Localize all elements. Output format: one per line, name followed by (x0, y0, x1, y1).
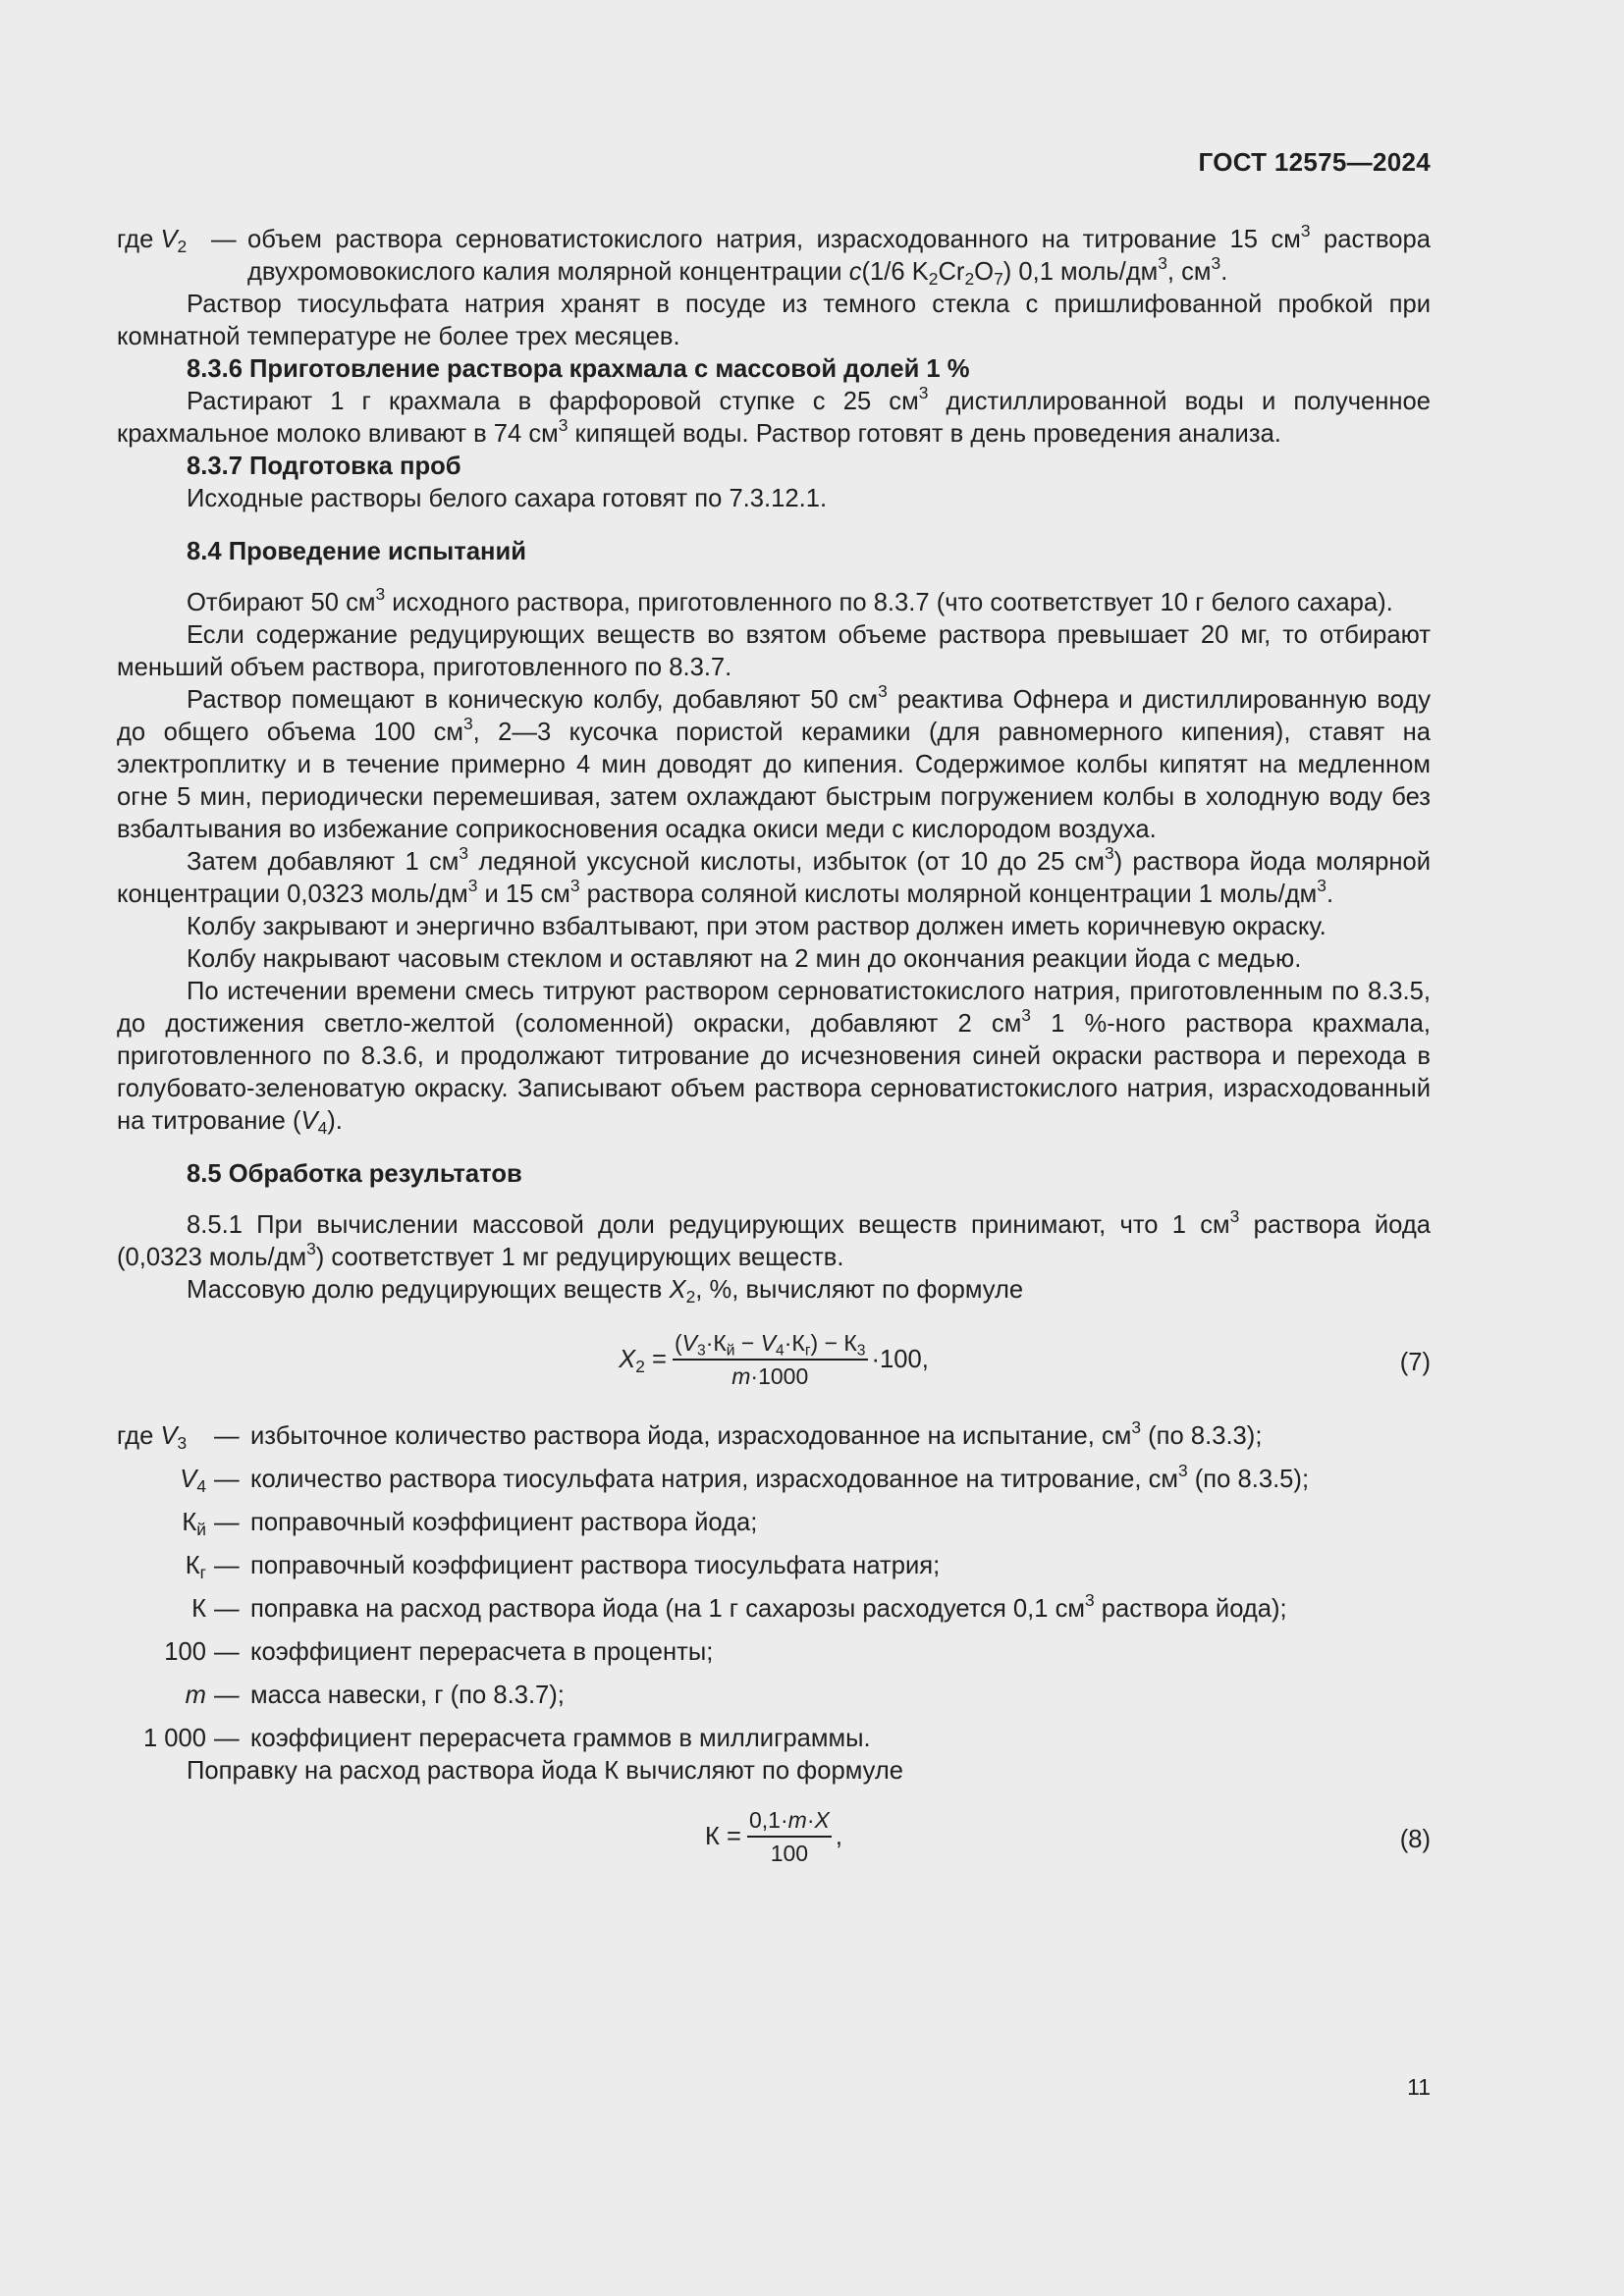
definition-row (117, 1507, 1431, 1539)
paragraph-8-4-6: Колбу накрывают часовым стеклом и оставляют на 2 мин до окончания реакции йода с медью. (187, 945, 1302, 973)
paragraph-correction: Поправку на расход раствора йода К вычисляют по формуле (187, 1757, 903, 1785)
paragraph-8-5-2: Массовую долю редуцирующих веществ $X_2$, %, вычисляют по формуле (187, 1276, 1024, 1308)
definition-text: избыточное количество раствора йода, израсходованное на испытание, $см^3$ (по 8.3.3); (250, 1417, 1263, 1450)
definition-term: 1 000 (142, 1725, 206, 1752)
heading-8-3-6: 8.3.6 Приготовление раствора крахмала с массовой долей 1 % (187, 355, 970, 383)
formula-7-tail: ·100, (871, 1345, 929, 1373)
formula-7-fraction (673, 1328, 868, 1391)
formula-7-numerator: $(V_3\cdot К_й - V_4\cdot К_г) - К_3$ (674, 1330, 866, 1360)
definition-row (117, 1461, 1431, 1497)
definition-row (117, 1550, 1431, 1582)
definition-text: объем раствора серноватистокислого натрия, израсходованного на титрование 15 $см^3$ раствора двухромовокислого калия молярной концентрации c(1/6 $K_2Cr_2O_7$) 0,1 моль/$дм^3$, $см^3$. (247, 221, 1431, 290)
definition-dash: — (214, 1552, 246, 1579)
paragraph-8-4-3: Раствор помещают в коническую колбу, добавляют 50 $см^3$ реактива Офнера и дистиллированную воду до общего объема 100 $см^3$, 2—3 кусочка пористой керамики (для равномерного кипения), ставят на электроплитку и в течение примерно 4 мин доводят до кипения. Содержимое колбы кипятят на медленном огне 5 мин, периодически перемешивая, затем охлаждают быстрым погружением колбы в холодную воду без взбалтывания во избежание соприкосновения осадка окиси меди с кислородом воздуха. (117, 681, 1432, 843)
paragraph-8-5-1: 8.5.1 При вычислении массовой доли редуцирующих веществ принимают, что 1 $см^3$ раствора йода (0,0323 моль/$дм^3$) соответствует 1 мг редуцирующих веществ. (117, 1206, 1431, 1271)
paragraph-8-4-2: Если содержание редуцирующих веществ во взятом объеме раствора превышает 20 мг, то отбирают меньший объем раствора, приготовленного по 8.3.7. (117, 621, 1431, 681)
definition-row (117, 1723, 1431, 1755)
definition-term: $К_г$ (185, 1552, 206, 1583)
definition-dash: — (214, 1509, 246, 1536)
formula-8-denominator: 100 (770, 1841, 809, 1866)
formula-8-tail: , (835, 1822, 842, 1850)
paragraph-8-4-5: Колбу закрывают и энергично взбалтывают, при этом раствор должен иметь коричневую окраску. (187, 913, 1326, 940)
formula-8-numerator: 0,1·m·X (747, 1805, 832, 1838)
formula-7-number: (7) (1399, 1349, 1431, 1376)
definition-row (117, 1417, 1431, 1454)
definition-dash: — (211, 226, 244, 253)
paragraph-8-3-6: Растирают 1 г крахмала в фарфоровой ступке с 25 $см^3$ дистиллированной воды и полученное крахмальное молоко вливают в 74 $см^3$ кипящей воды. Раствор готовят в день проведения анализа. (117, 383, 1431, 448)
formula-7-denominator: m·1000 (731, 1363, 809, 1389)
paragraph-8-4-4: Затем добавляют 1 $см^3$ ледяной уксусной кислоты, избыток (от 10 до 25 $см^3$) раствора йода молярной концентрации 0,0323 моль/$дм^3$ и 15 $см^3$ раствора соляной кислоты молярной концентрации 1 моль/$дм^3$. (117, 843, 1431, 908)
heading-8-3-7: 8.3.7 Подготовка проб (187, 453, 461, 480)
heading-8-4: 8.4 Проведение испытаний (187, 538, 526, 565)
definition-text: коэффициент перерасчета граммов в миллиграммы. (250, 1725, 871, 1752)
heading-8-5: 8.5 Обработка результатов (187, 1160, 522, 1188)
definition-text: масса навески, г (по 8.3.7); (250, 1682, 565, 1709)
page-number: 11 (1407, 2074, 1431, 2100)
formula-8-lhs: К = (705, 1822, 741, 1850)
definition-text: количество раствора тиосульфата натрия, израсходованное на титрование, $см^3$ (по 8.3.5); (250, 1461, 1310, 1493)
formula-8-body (117, 1805, 1431, 1868)
definition-term: К (191, 1595, 206, 1623)
paragraph-storage: Раствор тиосульфата натрия хранят в посуде из темного стекла с пришлифованной пробкой при комнатной температуре не более трех месяцев. (117, 291, 1431, 350)
definition-term: $К_й$ (182, 1509, 206, 1540)
definition-text: поправочный коэффициент раствора тиосульфата натрия; (250, 1552, 941, 1579)
formula-7-lhs: $X_2$ = (619, 1345, 667, 1376)
paragraph-8-3-7: Исходные растворы белого сахара готовят по 7.3.12.1. (187, 485, 828, 512)
definition-dash: — (214, 1725, 246, 1752)
page-content (117, 221, 1432, 1878)
definition-dash: — (214, 1422, 246, 1450)
definition-row (117, 1680, 1431, 1712)
definition-dash: — (214, 1595, 246, 1623)
definition-row (117, 1636, 1431, 1669)
definition-term: 100 (164, 1638, 206, 1666)
formula-7-body (117, 1328, 1431, 1391)
definition-text: поправочный коэффициент раствора йода; (250, 1509, 758, 1536)
definition-row (117, 1590, 1431, 1626)
definition-term: $V_4$ (180, 1466, 206, 1497)
formula-7 (117, 1328, 1431, 1401)
definition-dash: — (214, 1466, 246, 1493)
paragraph-8-4-1: Отбирают 50 $см^3$ исходного раствора, приготовленного по 8.3.7 (что соответствует 10 г белого сахара). (187, 584, 1393, 616)
formula-8-number: (8) (1399, 1826, 1431, 1853)
definition-term: где $V_2$ (117, 226, 188, 257)
definition-term: m (185, 1682, 206, 1709)
paragraph-8-4-7: По истечении времени смесь титруют раствором серноватистокислого натрия, приготовленным по 8.3.5, до достижения светло-желтой (соломенной) окраски, добавляют 2 $см^3$ 1 %-ного раствора крахмала, приготовленного по 8.3.6, и продолжают титрование до исчезновения синей окраски раствора и перехода в голубовато-зеленоватую окраску. Записывают объем раствора серноватистокислого натрия, израсходованный на титрование $(V_4)$. (117, 978, 1432, 1139)
formula-8-fraction (747, 1805, 832, 1868)
standard-header: ГОСТ 12575—2024 (1198, 147, 1431, 177)
formula-8 (117, 1805, 1431, 1878)
definition-dash: — (214, 1682, 246, 1709)
definition-text: поправка на расход раствора йода (на 1 г сахарозы расходуется 0,1 $см^3$ раствора йода); (250, 1590, 1287, 1623)
definition-term: где $V_3$ (117, 1422, 188, 1454)
v2-definition (117, 221, 1431, 290)
definition-text: коэффициент перерасчета в проценты; (250, 1638, 714, 1666)
formula-7-definitions (117, 1417, 1431, 1755)
definition-dash: — (214, 1638, 246, 1666)
definition-row (117, 221, 1431, 290)
